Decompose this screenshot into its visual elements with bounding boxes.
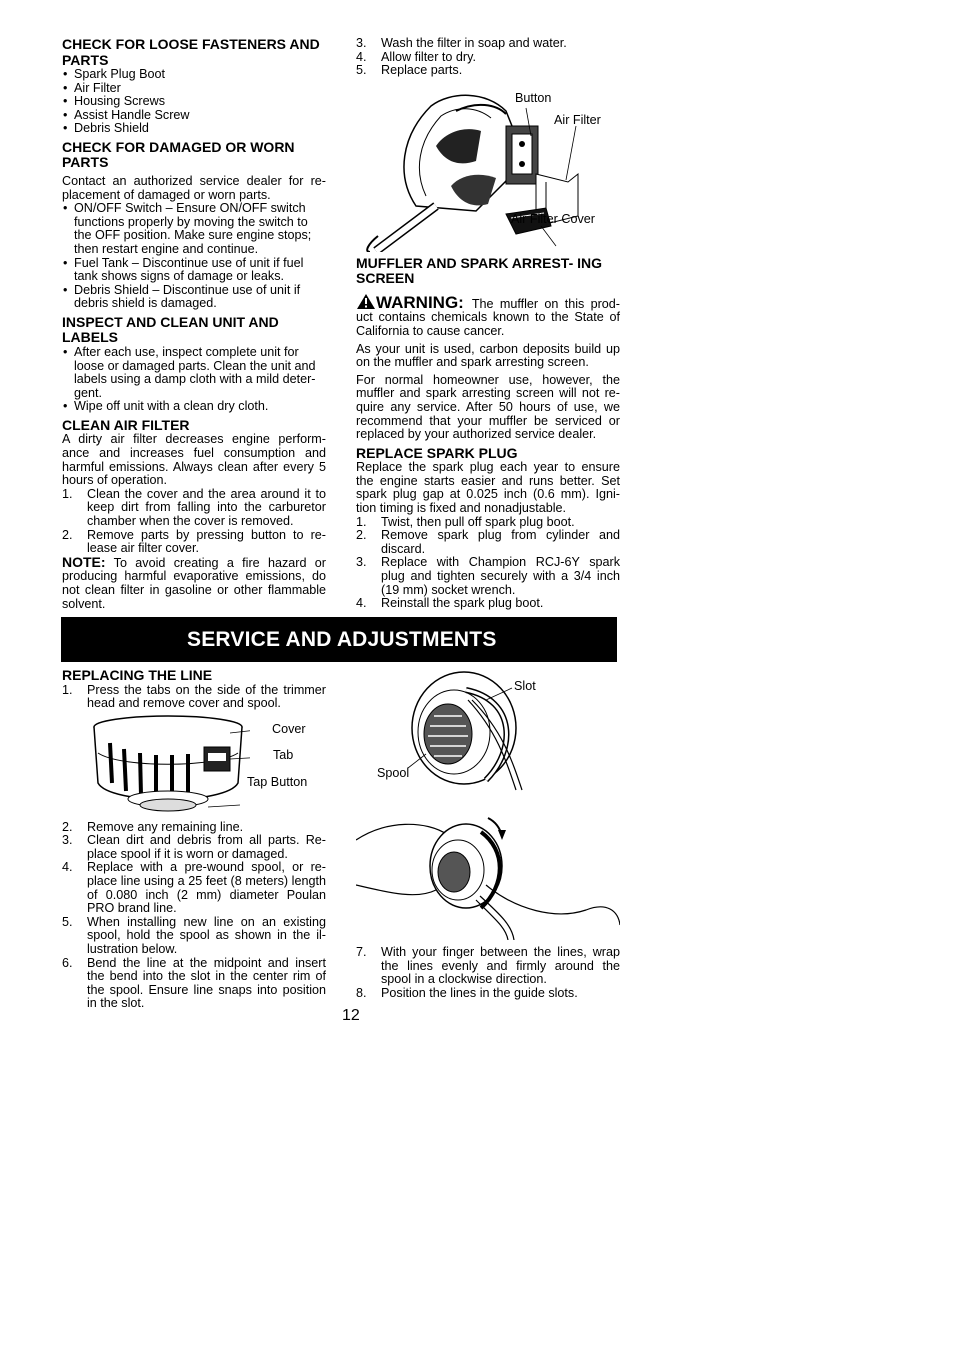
step-text: Replace with Champion RCJ-6Y spark plug and tighten securely with a 3/4 inch (19 mm) socket wrench. xyxy=(381,555,620,597)
step-number: 5. xyxy=(356,63,367,78)
air-filter-note xyxy=(62,553,326,611)
fasteners-list xyxy=(62,68,326,136)
step-item xyxy=(356,51,620,65)
step-number: 2. xyxy=(62,527,73,542)
warning-text: The muffler on this prod- uct contains chemicals known to the State of California to cause cancer. xyxy=(356,296,620,338)
line-steps-b xyxy=(62,821,326,1011)
step-number: 3. xyxy=(356,555,367,570)
step-number: 1. xyxy=(356,514,367,529)
step-text: Clean dirt and debris from all parts. Re- place spool if it is worn or damaged. xyxy=(87,833,326,861)
air-filter-heading: CLEAN AIR FILTER xyxy=(62,416,190,433)
list-item: • Air Filter xyxy=(62,82,326,96)
step-number: 3. xyxy=(62,833,73,848)
step-item xyxy=(356,516,620,530)
trimmer-engine-illustration xyxy=(356,86,620,252)
step-number: 1. xyxy=(62,486,73,501)
step-number: 3. xyxy=(356,36,367,50)
step-item xyxy=(62,916,326,957)
step-item xyxy=(356,987,620,1001)
step-item xyxy=(62,488,326,529)
muffler-paragraph-1: As your unit is used, carbon deposits build up on the muffler and spark arresting screen. xyxy=(356,341,620,370)
spool-label: Spool xyxy=(377,766,410,780)
step-number: 4. xyxy=(356,49,367,64)
note-text: To avoid creating a fire hazard or producing harmful evaporative emissions, do not clean filter in gasoline or other flammable solvent. xyxy=(62,555,326,611)
list-item: • Debris Shield xyxy=(62,122,326,136)
step-item xyxy=(62,861,326,915)
replacing-line-right xyxy=(356,946,620,1000)
step-item xyxy=(356,946,620,987)
step-number: 1. xyxy=(62,682,73,697)
air-filter-steps-continued xyxy=(356,37,620,78)
step-item xyxy=(62,684,326,711)
muffler-paragraph-2: For normal homeowner use, however, the muffler and spark arresting screen will not re- quire any service. After 50 hours of use, we recommend that your muffler be serviced or replaced by your authorized service dealer. xyxy=(356,372,620,442)
warning-word-wrap xyxy=(356,293,464,312)
step-item xyxy=(62,834,326,861)
step-text: Allow filter to dry. xyxy=(381,49,476,64)
line-steps-c xyxy=(356,946,620,1000)
step-number: 4. xyxy=(356,596,367,611)
step-text: Remove parts by pressing button to re- lease air filter cover. xyxy=(87,527,326,556)
tab-label: Tab xyxy=(273,747,294,762)
step-number: 6. xyxy=(62,955,73,970)
list-item: • Assist Handle Screw xyxy=(62,109,326,123)
step-item xyxy=(356,556,620,597)
trimmer-head-figure xyxy=(62,711,326,821)
cover-label: Cover xyxy=(272,721,306,736)
step-text: When installing new line on an existing spool, hold the spool as shown in the il- lustration below. xyxy=(87,914,326,957)
step-item xyxy=(356,597,620,611)
air-filter-figure xyxy=(356,78,620,250)
list-item: • ON/OFF Switch – Ensure ON/OFF switch functions properly by moving the switch to the OFF position. Make sure engine stops; then restart engine and continue. xyxy=(62,202,326,256)
spool-figures xyxy=(356,670,620,940)
slot-label: Slot xyxy=(514,679,536,693)
step-number: 2. xyxy=(62,819,73,834)
step-item xyxy=(62,821,326,835)
step-number: 8. xyxy=(356,985,367,1000)
spark-plug-steps xyxy=(356,516,620,611)
list-item: • Debris Shield – Discontinue use of unit if debris shield is damaged. xyxy=(62,284,326,311)
list-item: • Spark Plug Boot xyxy=(62,68,326,82)
step-item xyxy=(356,37,620,51)
trimmer-head-illustration xyxy=(90,713,250,817)
step-text: Remove spark plug from cylinder and discard. xyxy=(381,528,620,556)
step-item xyxy=(356,529,620,556)
step-item xyxy=(62,957,326,1011)
step-text: Reinstall the spark plug boot. xyxy=(381,596,544,611)
step-item xyxy=(356,64,620,78)
muffler-heading: MUFFLER AND SPARK ARREST- ING SCREEN xyxy=(356,254,603,287)
line-steps-a xyxy=(62,684,326,711)
damaged-intro: Contact an authorized service dealer for re- placement of damaged or worn parts. xyxy=(62,173,326,202)
step-item xyxy=(62,529,326,556)
inspect-heading: INSPECT AND CLEAN UNIT AND LABELS xyxy=(62,313,279,346)
step-text: Replace parts. xyxy=(381,63,463,78)
air-filter-intro: A dirty air filter decreases engine perform- ance and increases fuel consumption and harmful emissions. Always clean after every 5 hours of operation. xyxy=(62,432,326,488)
air-filter-cover-label: Air Filter Cover xyxy=(511,211,595,226)
list-item: • Wipe off unit with a clean dry cloth. xyxy=(62,400,326,414)
step-text: Clean the cover and the area around it to keep dirt from falling into the carburetor chamber when the cover is removed. xyxy=(87,486,326,528)
warning-paragraph xyxy=(356,293,620,339)
list-item: • Housing Screws xyxy=(62,95,326,109)
step-text: Replace with a pre-wound spool, or re- place line using a 25 feet (8 meters) length of 0.080 inch (2 mm) diameter Poulan PRO brand line. xyxy=(87,860,326,916)
step-number: 7. xyxy=(356,945,367,959)
section-banner xyxy=(61,617,617,662)
left-column xyxy=(62,37,326,611)
spark-plug-intro: Replace the spark plug each year to ensure the engine starts easier and runs better. Set spark plug gap at 0.025 inch (0.6 mm). Igni- tion timing is fixed and nonadjustable. xyxy=(356,460,620,515)
list-item: • Fuel Tank – Discontinue use of unit if fuel tank shows signs of damage or leaks. xyxy=(62,257,326,284)
inspect-list xyxy=(62,346,326,414)
air-filter-steps xyxy=(62,488,326,556)
step-text: With your finger between the lines, wrap the lines evenly and firmly around the spool in a clockwise direction. xyxy=(381,945,620,987)
step-text: Press the tabs on the side of the trimmer head and remove cover and spool. xyxy=(87,682,326,711)
spool-slot-illustration xyxy=(356,670,620,940)
tap-button-label: Tap Button xyxy=(247,774,308,789)
step-number: 2. xyxy=(356,528,367,543)
step-text: Bend the line at the midpoint and insert the bend into the slot in the center rim of the spool. Ensure line snaps into position in the slot. xyxy=(87,955,326,1011)
step-text: Remove any remaining line. xyxy=(87,819,244,834)
fasteners-heading: CHECK FOR LOOSE FASTENERS AND PARTS xyxy=(62,36,320,68)
damaged-list xyxy=(62,202,326,311)
step-number: 5. xyxy=(62,914,73,929)
note-label: NOTE: xyxy=(62,553,106,570)
replacing-line-left xyxy=(62,668,326,1011)
spark-plug-heading: REPLACE SPARK PLUG xyxy=(356,444,518,461)
button-label: Button xyxy=(515,90,552,105)
replacing-line-heading: REPLACING THE LINE xyxy=(62,667,213,683)
warning-triangle-icon xyxy=(356,293,376,310)
warning-word: WARNING: xyxy=(376,292,464,312)
step-text: Position the lines in the guide slots. xyxy=(381,985,578,1000)
step-text: Twist, then pull off spark plug boot. xyxy=(381,514,575,529)
step-text: Wash the filter in soap and water. xyxy=(381,36,567,50)
right-column xyxy=(356,37,620,611)
banner-title: SERVICE AND ADJUSTMENTS xyxy=(187,627,497,651)
step-number: 4. xyxy=(62,860,73,875)
page-number: 12 xyxy=(342,1007,360,1024)
list-item: • After each use, inspect complete unit for loose or damaged parts. Clean the unit and labels using a damp cloth with a mild deter- gent. xyxy=(62,346,326,400)
damaged-heading: CHECK FOR DAMAGED OR WORN PARTS xyxy=(62,138,295,171)
air-filter-label: Air Filter xyxy=(554,112,601,127)
